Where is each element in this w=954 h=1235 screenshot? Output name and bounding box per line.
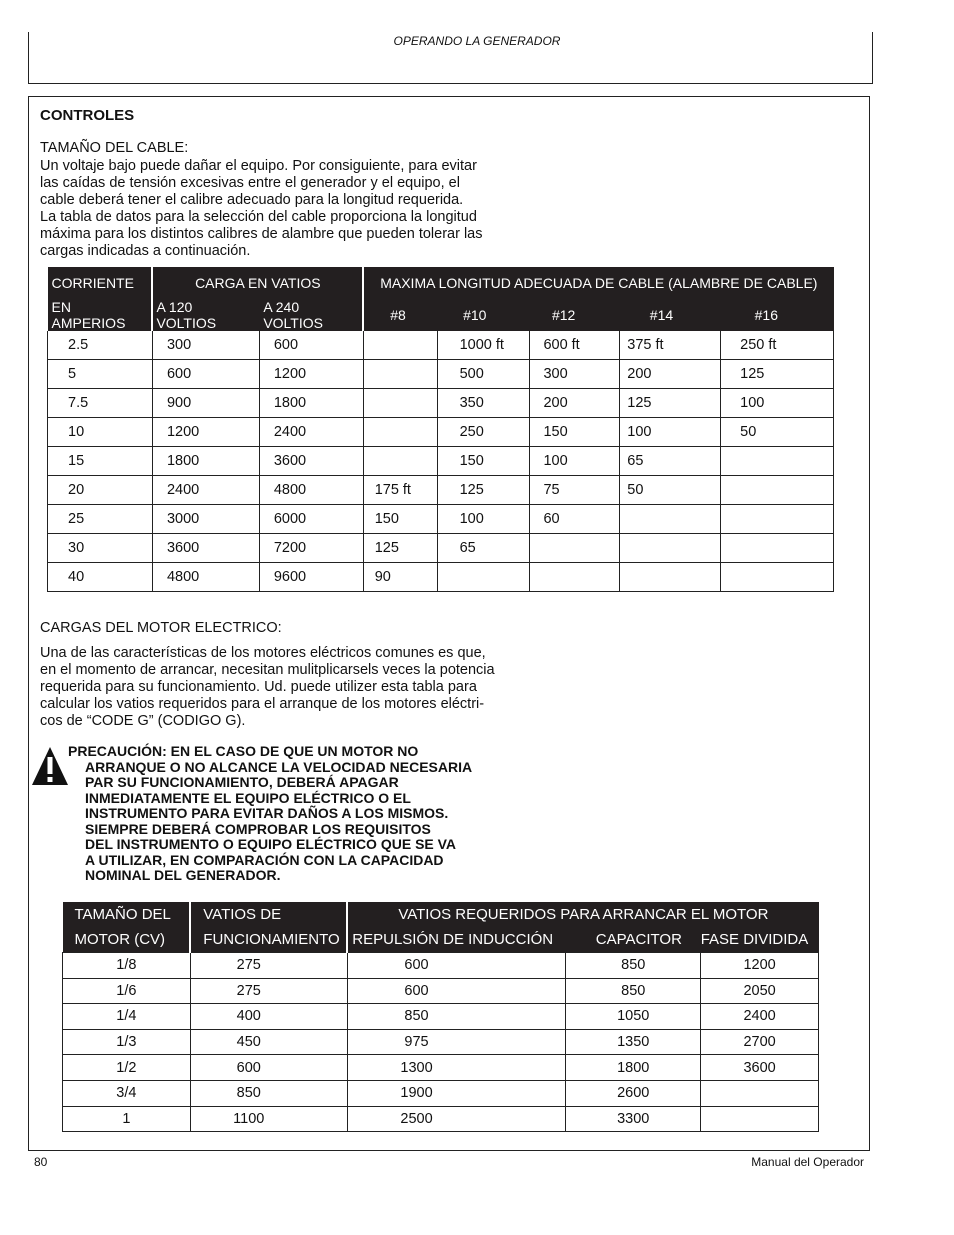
table-row xyxy=(63,978,819,1004)
table-cell: 1800 xyxy=(152,447,259,476)
table-cell: 850 xyxy=(566,953,701,979)
table-cell: 100 xyxy=(721,389,834,418)
table-cell: 500 xyxy=(437,360,530,389)
table-cell: 6000 xyxy=(259,505,363,534)
table-row xyxy=(63,1004,819,1030)
table-cell: 25 xyxy=(48,505,153,534)
table-row xyxy=(48,534,834,563)
table-cell: 125 xyxy=(437,476,530,505)
table-cell: 150 xyxy=(530,418,620,447)
cable-heading: TAMAÑO DEL CABLE: xyxy=(40,140,189,156)
table-cell: 100 xyxy=(530,447,620,476)
table-cell: 850 xyxy=(347,1004,566,1030)
table-cell: 2400 xyxy=(701,1004,819,1030)
table-cell: 300 xyxy=(530,360,620,389)
table-cell: 1300 xyxy=(347,1055,566,1081)
table-cell: 1800 xyxy=(566,1055,701,1081)
table-cell: 2400 xyxy=(152,476,259,505)
caution-line: INSTRUMENTO PARA EVITAR DAÑOS A LOS MISMOS. xyxy=(85,805,449,821)
table-cell xyxy=(620,534,721,563)
table-cell xyxy=(363,331,437,360)
table-cell: 125 xyxy=(721,360,834,389)
table-cell: 1200 xyxy=(701,953,819,979)
table-cell: 65 xyxy=(437,534,530,563)
table-cell: 1100 xyxy=(190,1106,347,1132)
table-cell: 200 xyxy=(530,389,620,418)
table-cell: 600 xyxy=(152,360,259,389)
table-cell xyxy=(363,447,437,476)
table-cell: 30 xyxy=(48,534,153,563)
table-cell xyxy=(721,534,834,563)
table-cell: 275 xyxy=(190,953,347,979)
motor-line: en el momento de arrancar, necesitan mulitplicarsels veces la potencia xyxy=(40,662,495,678)
caution-text xyxy=(68,744,532,884)
header-vatios: VATIOS DE xyxy=(190,902,347,927)
table-cell: 2500 xyxy=(347,1106,566,1132)
table-cell: 125 xyxy=(620,389,721,418)
section-title: CONTROLES xyxy=(40,107,135,124)
header-fase: FASE DIVIDIDA xyxy=(701,927,819,953)
table-row xyxy=(48,447,834,476)
table-row xyxy=(63,1055,819,1081)
motor-line: requerida para su funcionamiento. Ud. puede utilizer esta tabla para xyxy=(40,679,477,695)
caution-line: NOMINAL DEL GENERADOR. xyxy=(85,867,281,883)
table-cell: 15 xyxy=(48,447,153,476)
header-repulsion: REPULSIÓN DE INDUCCIÓN xyxy=(347,927,566,953)
motor-heading: CARGAS DEL MOTOR ELECTRICO: xyxy=(40,620,282,636)
table-cell xyxy=(363,389,437,418)
table-cell: 3000 xyxy=(152,505,259,534)
table-cell: 4800 xyxy=(259,476,363,505)
cable-line: cable deberá tener el calibre adecuado para la longitud requerida. xyxy=(40,192,464,208)
table-cell: 900 xyxy=(152,389,259,418)
table-cell: 50 xyxy=(721,418,834,447)
table-cell: 90 xyxy=(363,563,437,592)
motor-line: cos de “CODE G” (CODIGO G). xyxy=(40,713,246,729)
table-cell: 3300 xyxy=(566,1106,701,1132)
header-gauge: #10 xyxy=(437,299,530,331)
table-cell: 3/4 xyxy=(63,1080,191,1106)
motor-line: Una de las características de los motores eléctricos comunes es que, xyxy=(40,645,486,661)
header-funcionamiento: FUNCIONAMIENTO xyxy=(190,927,347,953)
table-cell: 250 ft xyxy=(721,331,834,360)
cable-line: Un voltaje bajo puede dañar el equipo. Por consiguiente, para evitar xyxy=(40,158,477,174)
table-cell: 2.5 xyxy=(48,331,153,360)
header-corriente: CORRIENTE xyxy=(48,267,153,299)
header-carga: CARGA EN VATIOS xyxy=(152,267,363,299)
motor-load-table xyxy=(62,902,819,1132)
table-cell: 250 xyxy=(437,418,530,447)
page-header: OPERANDO LA GENERADOR xyxy=(393,34,561,48)
table-cell: 2400 xyxy=(259,418,363,447)
table-cell: 1350 xyxy=(566,1029,701,1055)
table-cell: 1900 xyxy=(347,1080,566,1106)
header-maxima: MAXIMA LONGITUD ADECUADA DE CABLE (ALAMBRE DE CABLE) xyxy=(363,267,833,299)
table-cell: 300 xyxy=(152,331,259,360)
table-row xyxy=(48,505,834,534)
caution-line: INMEDIATAMENTE EL EQUIPO ELÉCTRICO O EL xyxy=(85,789,411,806)
caution-line: A UTILIZAR, EN COMPARACIÓN CON LA CAPACIDAD xyxy=(85,851,444,868)
table-cell: 375 ft xyxy=(620,331,721,360)
table-cell: 175 ft xyxy=(363,476,437,505)
table-cell xyxy=(701,1080,819,1106)
table-cell xyxy=(620,505,721,534)
caution-line: DEL INSTRUMENTO O EQUIPO ELÉCTRICO QUE SE VA xyxy=(85,836,457,852)
caution-line: PRECAUCIÓN: EN EL CASO DE QUE UN MOTOR NO xyxy=(68,743,419,759)
table-cell: 65 xyxy=(620,447,721,476)
table-cell: 2050 xyxy=(701,978,819,1004)
table-cell: 75 xyxy=(530,476,620,505)
table-cell xyxy=(437,563,530,592)
table-cell xyxy=(721,505,834,534)
table-row xyxy=(48,360,834,389)
table-cell: 1/2 xyxy=(63,1055,191,1081)
table-cell: 2600 xyxy=(566,1080,701,1106)
caution-line: PAR SU FUNCIONAMIENTO, DEBERÁ APAGAR xyxy=(85,774,399,790)
table-cell: 125 xyxy=(363,534,437,563)
header-capacitor: CAPACITOR xyxy=(566,927,701,953)
table-cell: 275 xyxy=(190,978,347,1004)
table-cell: 1/8 xyxy=(63,953,191,979)
table-cell: 600 ft xyxy=(530,331,620,360)
table-cell: 10 xyxy=(48,418,153,447)
table-cell: 1/3 xyxy=(63,1029,191,1055)
table-cell: 4800 xyxy=(152,563,259,592)
table-cell xyxy=(530,563,620,592)
table-cell: 1 xyxy=(63,1106,191,1132)
cable-size-table xyxy=(47,267,834,592)
header-240: A 240 VOLTIOS xyxy=(259,299,363,331)
header-requeridos: VATIOS REQUERIDOS PARA ARRANCAR EL MOTOR xyxy=(347,902,818,927)
table-cell: 20 xyxy=(48,476,153,505)
table-cell: 600 xyxy=(259,331,363,360)
table-cell: 100 xyxy=(620,418,721,447)
header-gauge: #14 xyxy=(620,299,721,331)
table-row xyxy=(63,1029,819,1055)
table-cell: 150 xyxy=(437,447,530,476)
table-cell: 1/4 xyxy=(63,1004,191,1030)
table-cell: 3600 xyxy=(701,1055,819,1081)
table-cell: 350 xyxy=(437,389,530,418)
table-row xyxy=(48,563,834,592)
table-row xyxy=(63,1080,819,1106)
cable-line: máxima para los distintos calibres de alambre que pueden tolerar las xyxy=(40,226,483,242)
table-cell: 1000 ft xyxy=(437,331,530,360)
cable-line: cargas indicadas a continuación. xyxy=(40,243,251,259)
table-row xyxy=(63,1106,819,1132)
table-cell: 60 xyxy=(530,505,620,534)
table-cell xyxy=(363,360,437,389)
table-cell xyxy=(721,447,834,476)
table-cell xyxy=(620,563,721,592)
table-cell: 5 xyxy=(48,360,153,389)
table-row xyxy=(48,331,834,360)
motor-paragraph xyxy=(40,645,495,730)
table-cell: 7.5 xyxy=(48,389,153,418)
warning-icon xyxy=(30,745,70,787)
header-gauge: #16 xyxy=(721,299,834,331)
header-gauge: #8 xyxy=(363,299,437,331)
table-cell: 100 xyxy=(437,505,530,534)
table-cell xyxy=(363,418,437,447)
caution-line: ARRANQUE O NO ALCANCE LA VELOCIDAD NECESARIA xyxy=(85,758,473,775)
table-cell xyxy=(530,534,620,563)
table-cell xyxy=(721,563,834,592)
table-cell: 1800 xyxy=(259,389,363,418)
table-cell: 2700 xyxy=(701,1029,819,1055)
table-cell: 450 xyxy=(190,1029,347,1055)
header-gauge: #12 xyxy=(530,299,620,331)
table-cell: 9600 xyxy=(259,563,363,592)
table-cell: 3600 xyxy=(259,447,363,476)
table-cell: 600 xyxy=(347,978,566,1004)
page-number: 80 xyxy=(34,1155,48,1169)
table-row xyxy=(48,476,834,505)
header-amperios: EN AMPERIOS xyxy=(48,299,153,331)
table-row xyxy=(63,953,819,979)
table-cell xyxy=(721,476,834,505)
manual-name: Manual del Operador xyxy=(751,1155,864,1169)
table-row xyxy=(48,389,834,418)
cable-line: La tabla de datos para la selección del cable proporciona la longitud xyxy=(40,209,477,225)
table-cell: 400 xyxy=(190,1004,347,1030)
table-cell xyxy=(701,1106,819,1132)
table-cell: 1/6 xyxy=(63,978,191,1004)
table-cell: 200 xyxy=(620,360,721,389)
table-cell: 850 xyxy=(190,1080,347,1106)
cable-line: las caídas de tensión excesivas entre el generador y el equipo, el xyxy=(40,175,460,191)
table-cell: 1050 xyxy=(566,1004,701,1030)
table-cell: 1200 xyxy=(152,418,259,447)
table-cell: 3600 xyxy=(152,534,259,563)
table-cell: 150 xyxy=(363,505,437,534)
table-cell: 850 xyxy=(566,978,701,1004)
caution-line: SIEMPRE DEBERÁ COMPROBAR LOS REQUISITOS xyxy=(85,820,431,837)
table-cell: 7200 xyxy=(259,534,363,563)
table-cell: 1200 xyxy=(259,360,363,389)
header-motor-cv: MOTOR (CV) xyxy=(63,927,191,953)
header-120: A 120 VOLTIOS xyxy=(152,299,259,331)
header-tamano: TAMAÑO DEL xyxy=(63,902,191,927)
table-cell: 50 xyxy=(620,476,721,505)
table-cell: 600 xyxy=(190,1055,347,1081)
table-row xyxy=(48,418,834,447)
table-cell: 40 xyxy=(48,563,153,592)
table-cell: 600 xyxy=(347,953,566,979)
motor-line: calcular los vatios requeridos para el arranque de los motores eléctri- xyxy=(40,696,485,712)
cable-paragraph xyxy=(40,158,482,260)
table-cell: 975 xyxy=(347,1029,566,1055)
